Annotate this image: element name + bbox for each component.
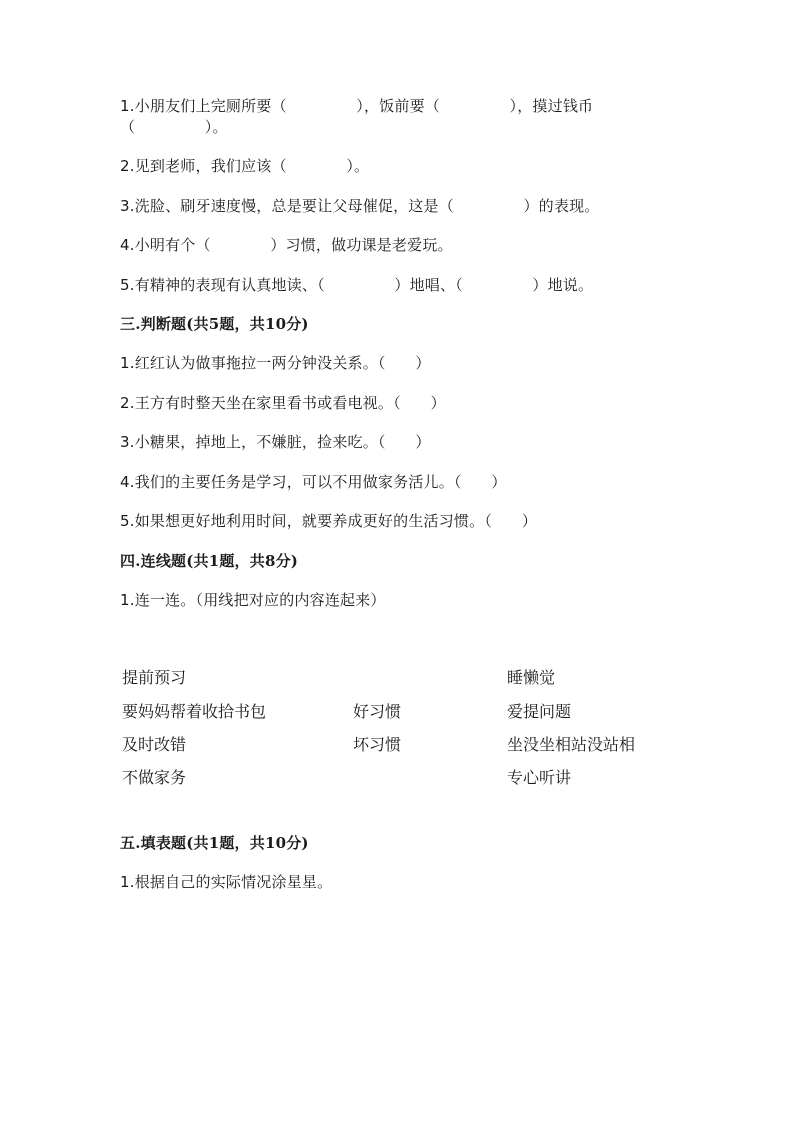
- matching-middle-item-2: 坏习惯: [353, 735, 402, 754]
- matching-left-item-3: 及时改错: [122, 735, 187, 754]
- matching-right-item-3: 坐没坐相站没站相: [507, 735, 636, 754]
- matching-question: 1.连一连。（用线把对应的内容连起来）: [120, 591, 386, 609]
- fill-question-2: 2.见到老师，我们应该（ ）。: [120, 157, 370, 175]
- section-4-heading: 四.连线题(共1题，共8分): [120, 552, 299, 570]
- fill-question-5: 5.有精神的表现有认真地读、（ ）地唱、（ ）地说。: [120, 276, 594, 294]
- judge-question-2: 2.王方有时整天坐在家里看书或看电视。（ ）: [120, 394, 446, 412]
- judge-question-3: 3.小糖果，掉地上，不嫌脏，捡来吃。（ ）: [120, 433, 431, 451]
- judge-question-5: 5.如果想更好地利用时间，就要养成更好的生活习惯。（ ）: [120, 512, 538, 530]
- judge-question-4: 4.我们的主要任务是学习，可以不用做家务活儿。（ ）: [120, 473, 507, 491]
- fill-question-3: 3.洗脸、刷牙速度慢，总是要让父母催促，这是（ ）的表现。: [120, 197, 600, 215]
- section-5-heading: 五.填表题(共1题，共10分): [120, 834, 309, 852]
- section-3-heading: 三.判断题(共5题，共10分): [120, 315, 309, 333]
- matching-left-item-4: 不做家务: [122, 768, 187, 787]
- matching-right-item-4: 专心听讲: [507, 768, 572, 787]
- matching-left-item-1: 提前预习: [122, 668, 187, 687]
- fill-question-1-line2: （ ）。: [120, 118, 228, 136]
- matching-right-item-1: 睡懒觉: [507, 668, 556, 687]
- matching-left-item-2: 要妈妈帮着收拾书包: [122, 702, 267, 721]
- matching-right-item-2: 爱提问题: [507, 702, 572, 721]
- fill-question-1-line1: 1.小朋友们上完厕所要（ ），饭前要（ ），摸过钱币: [120, 97, 594, 115]
- matching-middle-item-1: 好习惯: [353, 702, 402, 721]
- table-question: 1.根据自己的实际情况涂星星。: [120, 873, 333, 891]
- fill-question-4: 4.小明有个（ ）习惯，做功课是老爱玩。: [120, 236, 453, 254]
- judge-question-1: 1.红红认为做事拖拉一两分钟没关系。（ ）: [120, 354, 431, 372]
